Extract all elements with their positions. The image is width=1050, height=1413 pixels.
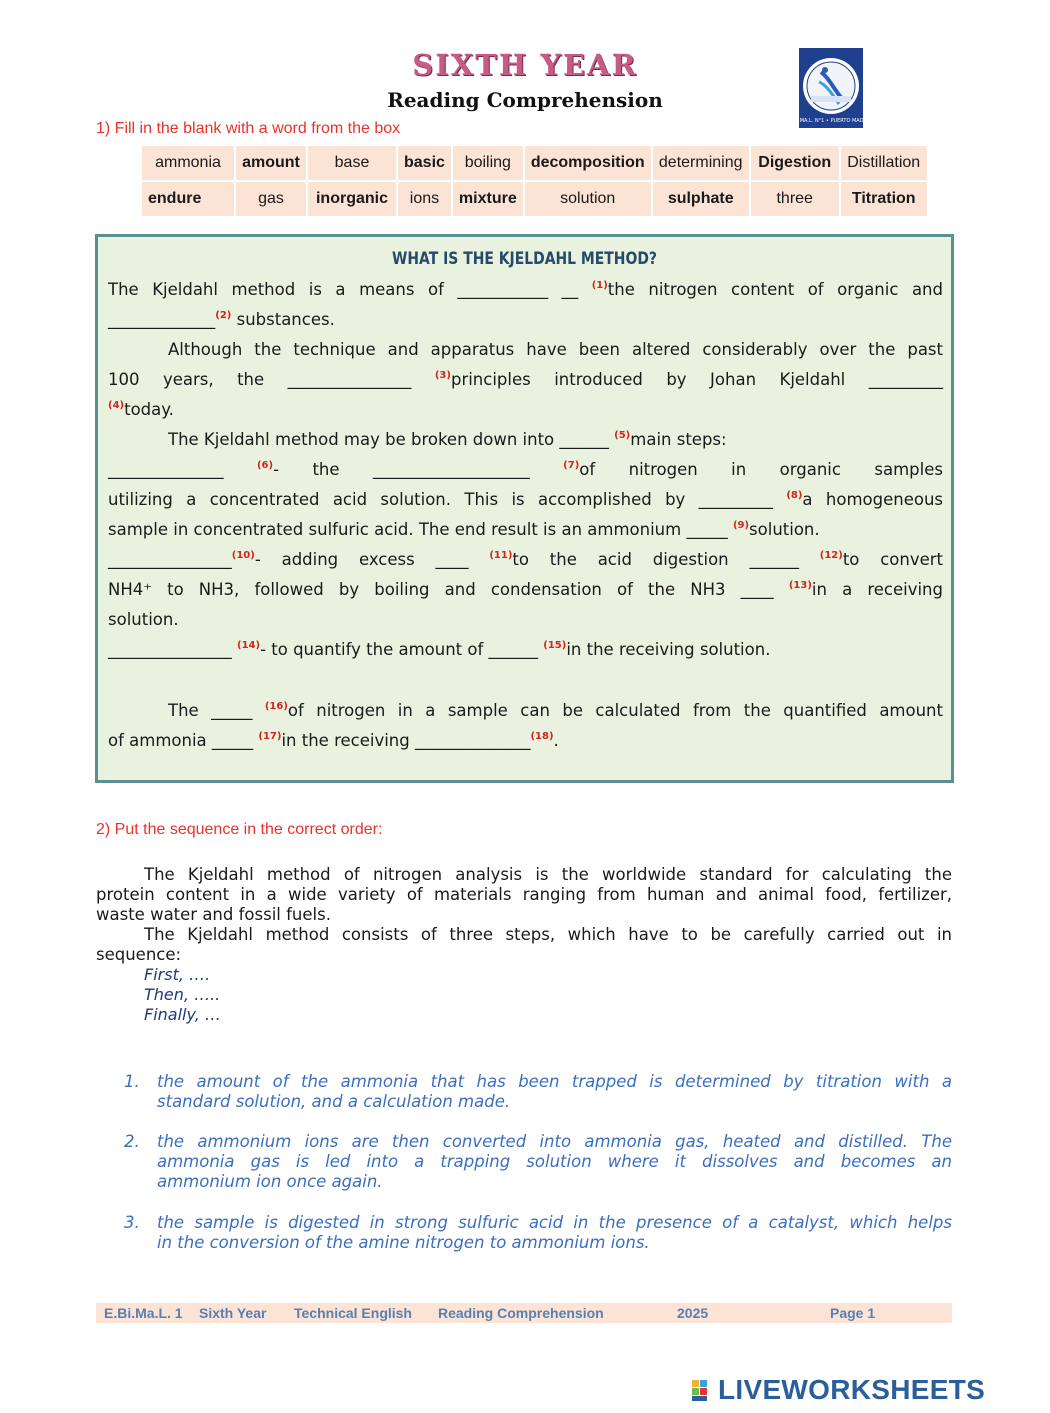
footer-page: Page 1 xyxy=(830,1305,876,1321)
liveworksheets-icon xyxy=(692,1378,716,1402)
footer-topic: Reading Comprehension xyxy=(438,1305,604,1321)
passage-line: 100 years, the _______________ $^{(3)}$principles introduced by Johan Kjeldahl _________ xyxy=(108,370,943,389)
blank-marker: (2) xyxy=(215,310,232,321)
blank-marker: (6) xyxy=(256,460,274,471)
item-number: 2. xyxy=(124,1132,140,1151)
passage-box xyxy=(95,234,954,783)
blank-marker: (13) xyxy=(788,580,812,591)
item-line: the ammonium ions are then converted into ammonia gas, heated and distilled. The xyxy=(157,1132,952,1151)
passage-line: sample in concentrated sulfuric acid. The end result is an ammonium _____ $^{(9)}$solution. xyxy=(108,520,820,539)
blank-marker: (5) xyxy=(614,430,631,441)
word-bank-row xyxy=(142,182,927,216)
item-number: 3. xyxy=(124,1213,140,1232)
paragraph-line: The Kjeldahl method of nitrogen analysis is the worldwide standard for calculating the xyxy=(144,865,952,884)
word-cell: gas xyxy=(236,182,306,216)
item-number: 1. xyxy=(124,1072,140,1091)
word-cell: inorganic xyxy=(308,182,396,216)
passage-line: The Kjeldahl method is a means of ___________ __ $^{(1)}$the nitrogen content of organic and xyxy=(108,280,943,299)
word-cell: three xyxy=(751,182,839,216)
word-cell: ammonia xyxy=(142,146,234,180)
blank-marker: (1) xyxy=(591,280,608,291)
school-logo xyxy=(788,48,874,128)
footer-year: Sixth Year xyxy=(199,1305,267,1321)
word-cell: Distillation xyxy=(841,146,927,180)
item-line: the sample is digested in strong sulfuric acid in the presence of a catalyst, which helps xyxy=(157,1213,952,1232)
blank-marker: (17) xyxy=(258,731,282,742)
word-cell: sulphate xyxy=(653,182,749,216)
passage-line: $^{(4)}$today. xyxy=(108,400,174,419)
word-cell: decomposition xyxy=(525,146,651,180)
item-line: standard solution, and a calculation made. xyxy=(157,1092,511,1111)
question1-instruction: 1) Fill in the blank with a word from the box xyxy=(96,120,401,137)
blank-marker: (3) xyxy=(434,370,451,381)
word-cell: amount xyxy=(236,146,306,180)
passage-line: NH4⁺ to NH3, followed by boiling and condensation of the NH3 ____ $^{(13)}$in a receiving xyxy=(108,580,943,599)
footer-date: 2025 xyxy=(677,1305,709,1321)
word-bank-row xyxy=(142,146,927,180)
item-line: in the conversion of the amine nitrogen to ammonium ions. xyxy=(157,1233,650,1252)
item-line: the amount of the ammonia that has been trapped is determined by titration with a xyxy=(157,1072,952,1091)
passage-line: Although the technique and apparatus have been altered considerably over the past xyxy=(168,340,943,359)
blank-marker: (15) xyxy=(543,640,567,651)
blank-marker: (7) xyxy=(563,460,580,471)
logo-caption: E.BI.MA.L. N°1 • PUERTO MADRYN xyxy=(788,118,874,124)
page-title: SIXTH YEAR xyxy=(412,48,638,82)
paragraph-line: The Kjeldahl method consists of three steps, which have to be carefully carried out in xyxy=(144,925,952,944)
blank-marker: (4) xyxy=(108,400,125,411)
passage-line: solution. xyxy=(108,610,179,629)
paragraph-line: waste water and fossil fuels. xyxy=(96,905,331,924)
sequence-word-finally: Finally, … xyxy=(144,1005,221,1024)
blank-marker: (11) xyxy=(489,550,513,561)
word-cell: ions xyxy=(398,182,451,216)
liveworksheets-logo[interactable]: LIVEWORKSHEETS xyxy=(718,1374,986,1405)
passage-line: utilizing a concentrated acid solution. This is accomplished by _________ $^{(8)}$a homogeneous xyxy=(108,490,943,509)
paragraph-line: sequence: xyxy=(96,945,182,964)
footer-subject: Technical English xyxy=(294,1305,412,1321)
word-cell: basic xyxy=(398,146,451,180)
word-cell: mixture xyxy=(453,182,523,216)
word-cell: endure xyxy=(142,182,234,216)
sequence-word-first: First, …. xyxy=(144,965,211,984)
passage-line: The _____ $^{(16)}$of nitrogen in a sample can be calculated from the quantified amount xyxy=(168,701,943,720)
passage-line: _______________ $^{(14)}$- to quantify the amount of ______ $^{(15)}$in the receiving solution. xyxy=(108,640,771,659)
blank-marker: (10) xyxy=(231,550,255,561)
blank-marker: (12) xyxy=(819,550,843,561)
word-cell: solution xyxy=(525,182,651,216)
word-cell: base xyxy=(308,146,396,180)
blank-marker: (16) xyxy=(264,701,288,712)
word-cell: Titration xyxy=(841,182,927,216)
passage-line: _______________$^{(10)}$- adding excess ____ $^{(11)}$to the acid digestion ______ $^{(12)}$to convert xyxy=(108,550,943,569)
sequence-word-then: Then, ….. xyxy=(144,985,221,1004)
paragraph-line: protein content in a wide variety of materials ranging from human and animal food, fertilizer, xyxy=(96,885,952,904)
passage-line: ______________ $^{(6)}$- the ___________________ $^{(7)}$of nitrogen in organic samples xyxy=(108,460,943,479)
page-footer xyxy=(96,1303,952,1323)
footer-school: E.Bi.Ma.L. 1 xyxy=(104,1305,183,1321)
word-cell: determining xyxy=(653,146,749,180)
page-subtitle: Reading Comprehension xyxy=(387,88,663,112)
passage-line: of ammonia _____ $^{(17)}$in the receiving ______________$^{(18)}$. xyxy=(108,731,559,750)
item-line: ammonia gas is led into a trapping solution where it dissolves and becomes an xyxy=(157,1152,952,1171)
question2-instruction: 2) Put the sequence in the correct order: xyxy=(96,821,383,838)
blank-marker: (9) xyxy=(732,520,750,531)
blank-marker: (18) xyxy=(530,731,554,742)
word-cell: Digestion xyxy=(751,146,839,180)
item-line: ammonium ion once again. xyxy=(157,1172,383,1191)
blank-marker: (8) xyxy=(786,490,803,501)
blank-marker: (14) xyxy=(237,640,261,651)
passage-line: _____________$^{(2)}$ substances. xyxy=(108,310,335,329)
word-bank xyxy=(140,144,929,218)
word-cell: boiling xyxy=(453,146,523,180)
passage-line: The Kjeldahl method may be broken down into ______ $^{(5)}$main steps: xyxy=(168,430,727,449)
passage-title: WHAT IS THE KJELDAHL METHOD? xyxy=(392,249,657,269)
